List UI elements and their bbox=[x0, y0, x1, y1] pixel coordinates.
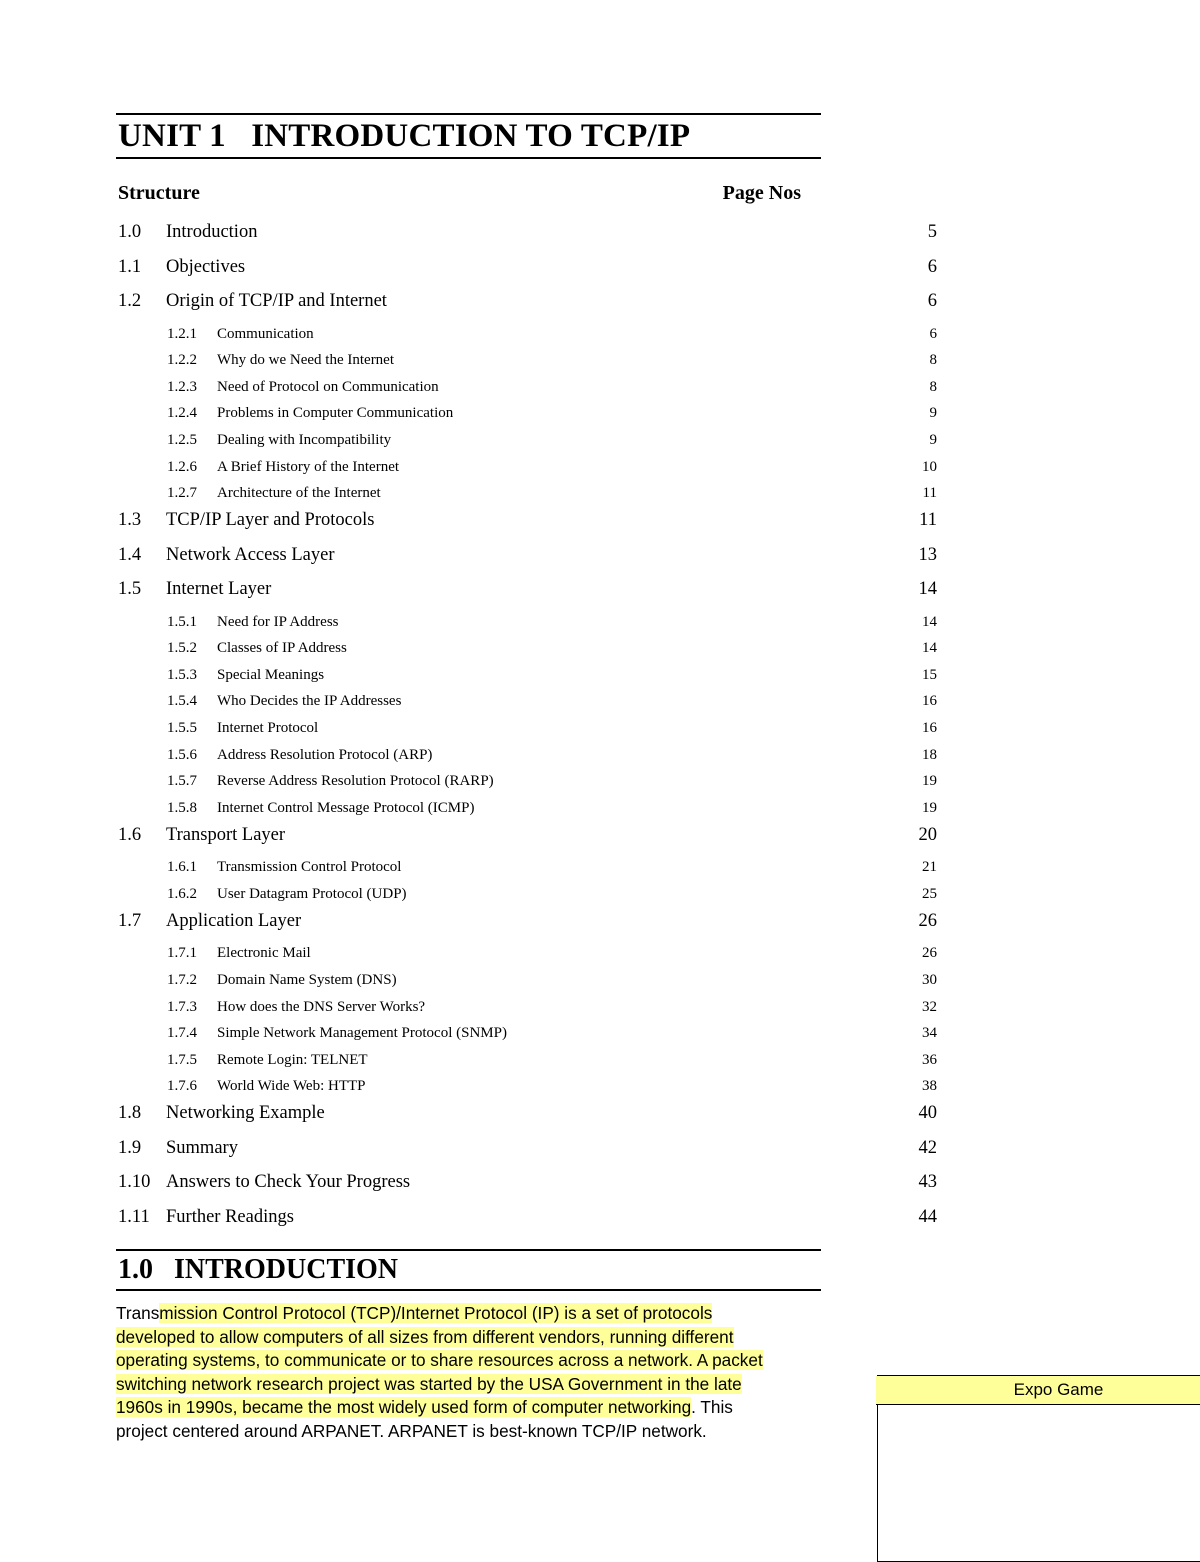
toc-label: Reverse Address Resolution Protocol (RARP) bbox=[217, 773, 494, 790]
toc-label: Who Decides the IP Addresses bbox=[217, 693, 402, 710]
toc-label: Electronic Mail bbox=[217, 945, 311, 962]
toc-label: Address Resolution Protocol (ARP) bbox=[217, 746, 433, 763]
toc-page: 40 bbox=[918, 1103, 937, 1124]
toc-page: 8 bbox=[929, 378, 937, 395]
toc-page: 26 bbox=[918, 910, 937, 931]
toc-subentry bbox=[116, 945, 937, 965]
text-span: . This bbox=[691, 1397, 733, 1417]
toc-page: 18 bbox=[922, 746, 937, 763]
title-bottom-rule bbox=[116, 157, 821, 159]
toc-page: 19 bbox=[922, 799, 937, 816]
toc-num: 1.9 bbox=[118, 1137, 142, 1158]
toc-subentry bbox=[116, 859, 937, 879]
introduction-paragraph bbox=[116, 1302, 821, 1443]
toc-label: Transport Layer bbox=[166, 824, 286, 845]
title-top-rule bbox=[116, 113, 821, 115]
toc-label: World Wide Web: HTTP bbox=[217, 1078, 366, 1095]
toc-subentry bbox=[116, 1051, 937, 1072]
toc-entry bbox=[116, 1206, 937, 1231]
toc-entry bbox=[116, 824, 937, 849]
toc-num: 1.5 bbox=[118, 579, 142, 600]
highlighted-text: mission Control Protocol (TCP)/Internet Protocol (IP) is a set of protocols bbox=[159, 1303, 713, 1323]
toc-label: Introduction bbox=[166, 222, 258, 242]
toc-page: 14 bbox=[922, 640, 937, 657]
toc-page: 25 bbox=[922, 885, 937, 902]
unit-title: UNIT 1 INTRODUCTION TO TCP/IP bbox=[118, 118, 691, 154]
toc-entry bbox=[116, 291, 937, 315]
section-bottom-rule bbox=[116, 1289, 821, 1291]
toc-num: 1.10 bbox=[118, 1172, 151, 1193]
toc-page: 44 bbox=[918, 1206, 937, 1227]
toc-page: 32 bbox=[922, 998, 937, 1015]
toc-num: 1.2.1 bbox=[167, 325, 197, 342]
toc-label: Problems in Computer Communication bbox=[217, 405, 454, 422]
toc-num: 1.7.2 bbox=[167, 972, 197, 988]
toc-page: 14 bbox=[922, 613, 937, 630]
toc-num: 1.6.1 bbox=[167, 859, 197, 876]
toc-num: 1.2.2 bbox=[167, 352, 197, 369]
toc-entry bbox=[116, 256, 937, 281]
toc-num: 1.5.4 bbox=[167, 693, 197, 710]
expo-game-panel[interactable] bbox=[877, 1375, 1200, 1562]
toc-label: Further Readings bbox=[166, 1206, 294, 1227]
toc-entry bbox=[116, 1103, 937, 1127]
toc-page: 19 bbox=[922, 773, 937, 790]
highlighted-text: developed to allow computers of all sizes from different vendors, running different bbox=[116, 1326, 734, 1347]
toc-page: 21 bbox=[922, 859, 937, 876]
toc-num: 1.6 bbox=[118, 824, 142, 845]
toc-num: 1.5.1 bbox=[167, 613, 197, 630]
toc-page: 15 bbox=[922, 666, 937, 683]
toc-num: 1.4 bbox=[118, 544, 142, 565]
section-top-rule bbox=[116, 1249, 821, 1251]
toc-page: 11 bbox=[922, 485, 937, 502]
text-span: project centered around ARPANET. ARPANET is best-known TCP/IP network. bbox=[116, 1420, 707, 1441]
toc-num: 1.2.7 bbox=[167, 485, 197, 502]
toc-num: 1.7.1 bbox=[167, 945, 197, 962]
toc-entry bbox=[116, 910, 937, 935]
toc-label: User Datagram Protocol (UDP) bbox=[217, 885, 407, 902]
toc-subentry bbox=[116, 613, 937, 634]
toc-num: 1.6.2 bbox=[167, 885, 197, 902]
toc-entry bbox=[116, 1172, 937, 1196]
toc-num: 1.5.7 bbox=[167, 773, 197, 790]
toc-label: Dealing with Incompatibility bbox=[217, 431, 392, 448]
toc-num: 1.5.3 bbox=[167, 666, 197, 683]
toc-label: Simple Network Management Protocol (SNMP) bbox=[217, 1025, 507, 1042]
toc-label: Need of Protocol on Communication bbox=[217, 378, 439, 395]
toc-entry bbox=[116, 510, 937, 534]
toc-subentry bbox=[116, 1025, 937, 1045]
toc-label: Internet Control Message Protocol (ICMP) bbox=[217, 799, 475, 816]
toc-label: Objectives bbox=[166, 256, 246, 277]
toc-page: 16 bbox=[922, 720, 937, 736]
toc-entry bbox=[116, 579, 937, 603]
toc-num: 1.1 bbox=[118, 256, 142, 277]
toc-num: 1.2.5 bbox=[167, 431, 197, 448]
toc-subentry bbox=[116, 746, 937, 767]
toc-label: Internet Protocol bbox=[217, 720, 319, 736]
paragraph-line bbox=[116, 1420, 821, 1444]
toc-num: 1.5.2 bbox=[167, 640, 197, 657]
toc-subentry bbox=[116, 998, 937, 1019]
toc-label: Summary bbox=[166, 1137, 238, 1158]
toc-num: 1.5.6 bbox=[167, 746, 197, 763]
toc-page: 13 bbox=[918, 544, 937, 565]
text-span: Trans bbox=[116, 1303, 160, 1323]
toc-subentry bbox=[116, 352, 937, 372]
toc-num: 1.5.8 bbox=[167, 799, 197, 816]
toc-subentry bbox=[116, 378, 937, 399]
toc-label: Communication bbox=[217, 325, 314, 342]
toc-page: 38 bbox=[922, 1078, 937, 1095]
toc-num: 1.2.4 bbox=[167, 405, 197, 422]
toc-label: Why do we Need the Internet bbox=[217, 352, 395, 369]
toc-subentry bbox=[116, 693, 937, 713]
toc-label: Special Meanings bbox=[217, 666, 325, 683]
paragraph-line bbox=[116, 1396, 821, 1420]
paragraph-line bbox=[116, 1373, 821, 1397]
toc-page: 30 bbox=[922, 972, 937, 988]
toc-page: 9 bbox=[929, 405, 937, 422]
toc-subentry bbox=[116, 885, 937, 906]
toc-label: Internet Layer bbox=[166, 579, 272, 600]
toc-page: 11 bbox=[919, 510, 937, 531]
toc-page: 6 bbox=[927, 291, 937, 311]
toc-page: 36 bbox=[922, 1051, 937, 1068]
toc-label: A Brief History of the Internet bbox=[217, 458, 400, 475]
toc-label: Remote Login: TELNET bbox=[217, 1051, 368, 1068]
toc-page: 6 bbox=[929, 325, 937, 342]
toc-subentry bbox=[116, 799, 937, 820]
paragraph-line bbox=[116, 1326, 821, 1350]
toc-label: Architecture of the Internet bbox=[217, 485, 381, 502]
toc-label: How does the DNS Server Works? bbox=[217, 998, 426, 1015]
toc-num: 1.3 bbox=[118, 510, 142, 531]
toc-page: 16 bbox=[922, 693, 937, 710]
toc-label: Domain Name System (DNS) bbox=[217, 972, 397, 988]
toc-subentry bbox=[116, 666, 937, 687]
toc-num: 1.2.3 bbox=[167, 378, 197, 395]
toc-num: 1.7 bbox=[118, 910, 142, 931]
page-nos-heading: Page Nos bbox=[722, 182, 801, 204]
toc-num: 1.7.4 bbox=[167, 1025, 197, 1042]
toc-subentry bbox=[116, 720, 937, 740]
toc-num: 1.7.6 bbox=[167, 1078, 197, 1095]
toc-num: 1.7.5 bbox=[167, 1051, 197, 1068]
toc-num: 1.5.5 bbox=[167, 720, 197, 736]
toc-subentry bbox=[116, 431, 937, 452]
toc-subentry bbox=[116, 458, 937, 479]
toc-subentry bbox=[116, 773, 937, 793]
toc-num: 1.2 bbox=[118, 291, 142, 311]
toc-page: 34 bbox=[922, 1025, 937, 1042]
toc-page: 6 bbox=[927, 256, 937, 277]
toc-subentry bbox=[116, 972, 937, 992]
structure-heading: Structure bbox=[118, 182, 200, 204]
toc-subentry bbox=[116, 1078, 937, 1098]
toc-num: 1.0 bbox=[118, 222, 142, 242]
toc-label: Networking Example bbox=[166, 1103, 325, 1124]
toc-page: 5 bbox=[927, 222, 937, 242]
toc-num: 1.8 bbox=[118, 1103, 142, 1124]
expo-game-title: Expo Game bbox=[876, 1376, 1200, 1405]
highlighted-text: operating systems, to communicate or to share resources across a network. A packet bbox=[116, 1350, 763, 1370]
paragraph-line bbox=[116, 1349, 821, 1373]
toc-label: Transmission Control Protocol bbox=[217, 859, 402, 876]
toc-page: 20 bbox=[918, 824, 937, 845]
toc-label: Network Access Layer bbox=[166, 544, 335, 565]
toc-subentry bbox=[116, 405, 937, 425]
toc-page: 26 bbox=[922, 945, 937, 962]
highlighted-text: 1960s in 1990s, became the most widely used form of computer networking bbox=[116, 1397, 692, 1417]
toc-label: Application Layer bbox=[166, 910, 302, 931]
toc-entry bbox=[116, 222, 937, 246]
toc-num: 1.11 bbox=[118, 1206, 150, 1227]
section-title: 1.0 INTRODUCTION bbox=[118, 1254, 399, 1285]
toc-num: 1.7.3 bbox=[167, 998, 197, 1015]
toc-label: TCP/IP Layer and Protocols bbox=[166, 510, 375, 531]
toc-label: Origin of TCP/IP and Internet bbox=[166, 291, 387, 311]
toc-page: 14 bbox=[918, 579, 937, 600]
toc-label: Answers to Check Your Progress bbox=[166, 1172, 411, 1193]
toc-page: 8 bbox=[929, 352, 937, 369]
toc-page: 42 bbox=[918, 1137, 937, 1158]
toc-subentry bbox=[116, 325, 937, 346]
toc-page: 10 bbox=[922, 458, 937, 475]
toc-label: Need for IP Address bbox=[217, 613, 339, 630]
paragraph-line bbox=[116, 1302, 821, 1326]
toc-page: 43 bbox=[918, 1172, 937, 1193]
toc-entry bbox=[116, 544, 937, 569]
toc-entry bbox=[116, 1137, 937, 1162]
toc-subentry bbox=[116, 485, 937, 505]
highlighted-text: switching network research project was started by the USA Government in the late bbox=[116, 1373, 742, 1394]
toc-num: 1.2.6 bbox=[167, 458, 197, 475]
toc-page: 9 bbox=[929, 431, 937, 448]
toc-subentry bbox=[116, 640, 937, 660]
toc-label: Classes of IP Address bbox=[217, 640, 347, 657]
